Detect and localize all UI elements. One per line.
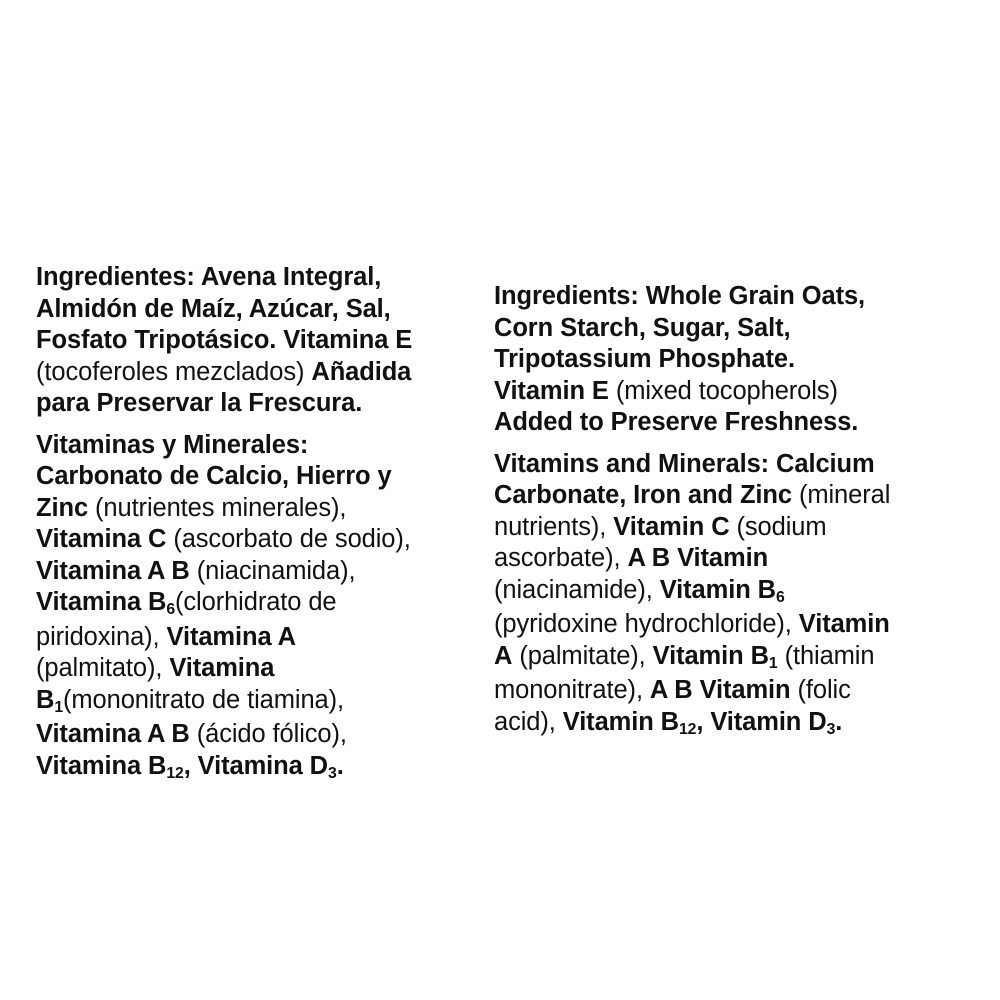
bold-text: Corn Starch, Sugar, Salt, xyxy=(494,313,791,342)
subscript-text: 1 xyxy=(768,654,778,672)
regular-text: piridoxina), xyxy=(36,622,167,651)
regular-text: (ascorbato de sodio), xyxy=(166,525,411,553)
regular-text: (clorhidrato de xyxy=(175,588,337,616)
bold-text: A xyxy=(494,641,513,670)
text-line xyxy=(494,707,974,742)
bold-text: Vitamina C xyxy=(36,525,167,553)
regular-text: (mixed tocopherols) xyxy=(608,376,838,405)
text-line xyxy=(36,461,476,493)
regular-text: (sodium xyxy=(729,512,827,541)
text-line xyxy=(36,388,476,420)
bold-text: A B Vitamin xyxy=(627,544,769,572)
text-line xyxy=(494,281,974,313)
bold-text: Tripotassium Phosphate. xyxy=(494,345,795,373)
bold-text: Vitamins and Minerals: Calcium xyxy=(494,449,875,478)
regular-text: (folic xyxy=(790,676,851,704)
text-line xyxy=(36,751,476,786)
text-line xyxy=(36,357,476,389)
bold-text: B xyxy=(36,685,55,714)
regular-text: acid), xyxy=(494,707,563,736)
subscript-text: 3 xyxy=(826,720,836,738)
bold-text: Vitamin B xyxy=(652,641,769,670)
text-line xyxy=(36,524,476,556)
subscript-text: 3 xyxy=(328,764,337,782)
text-line xyxy=(36,430,476,462)
english-ingredients-paragraph xyxy=(494,281,974,439)
bold-text: Añadida xyxy=(311,357,412,386)
bold-text: Vitamina xyxy=(169,654,275,682)
spanish-ingredients-paragraph xyxy=(36,262,476,420)
text-line xyxy=(494,376,974,408)
text-line xyxy=(494,641,974,676)
bold-text: Vitamina B xyxy=(36,751,167,780)
bold-text: Vitamin B xyxy=(562,707,679,736)
text-line xyxy=(36,587,476,622)
bold-text: Vitamin xyxy=(798,610,890,638)
subscript-text: 12 xyxy=(679,720,697,738)
regular-text: (thiamin xyxy=(777,641,875,670)
english-ingredients-column xyxy=(494,281,974,741)
text-line xyxy=(36,294,476,326)
regular-text: ascorbate), xyxy=(494,544,628,572)
text-line xyxy=(494,543,974,575)
subscript-text: 6 xyxy=(775,588,785,606)
regular-text: (nutrientes minerales), xyxy=(88,493,347,522)
bold-text: Added to Preserve Freshness. xyxy=(494,408,859,436)
regular-text: nutrients), xyxy=(494,512,614,541)
english-vitamins-paragraph xyxy=(494,449,974,742)
regular-text: (mononitrato de tiamina), xyxy=(63,685,344,714)
bold-text: Vitamin B xyxy=(659,575,776,604)
text-line xyxy=(494,344,974,376)
bold-text: Ingredientes: Avena Integral, xyxy=(36,263,382,291)
text-line xyxy=(494,675,974,707)
bold-text: Vitamina B xyxy=(36,588,167,616)
regular-text: (tocoferoles mezclados) xyxy=(36,357,312,386)
text-line xyxy=(36,556,476,588)
bold-text: Vitamina A xyxy=(166,622,296,651)
regular-text: mononitrate), xyxy=(494,676,650,704)
bold-text: Vitaminas y Minerales: xyxy=(36,430,309,459)
text-line xyxy=(36,262,476,294)
bold-text: Carbonato de Calcio, Hierro y xyxy=(36,462,392,490)
text-line xyxy=(36,325,476,357)
bold-text: Vitamin E xyxy=(494,376,609,405)
text-line xyxy=(494,512,974,544)
regular-text: (pyridoxine hydrochloride), xyxy=(494,610,799,638)
regular-text: (niacinamida), xyxy=(189,556,356,585)
text-line xyxy=(36,493,476,525)
regular-text: (palmitate), xyxy=(512,641,653,670)
bold-text: , Vitamina D xyxy=(183,751,328,780)
text-line xyxy=(494,407,974,439)
text-line xyxy=(494,313,974,345)
bold-text: Fosfato Tripotásico. Vitamina E xyxy=(36,326,413,354)
text-line xyxy=(36,685,476,720)
text-line xyxy=(494,609,974,641)
paragraph-gap xyxy=(494,439,974,449)
text-line xyxy=(36,622,476,654)
bold-text: Vitamina A B xyxy=(36,556,190,585)
text-line xyxy=(36,653,476,685)
bold-text: Vitamina A B xyxy=(36,720,190,748)
bold-text: Ingredients: Whole Grain Oats, xyxy=(494,282,866,310)
bold-text: para Preservar la Frescura. xyxy=(36,389,363,417)
text-line xyxy=(494,575,974,610)
paragraph-gap xyxy=(36,420,476,430)
bold-text: Almidón de Maíz, Azúcar, Sal, xyxy=(36,294,391,323)
text-line xyxy=(494,449,974,481)
subscript-text: 6 xyxy=(166,601,176,618)
spanish-vitamins-paragraph xyxy=(36,430,476,786)
bold-text: A B Vitamin xyxy=(649,676,791,704)
regular-text: (palmitato), xyxy=(36,654,170,682)
bold-text: . xyxy=(336,751,344,780)
spanish-ingredients-column xyxy=(36,262,476,785)
regular-text: (niacinamide), xyxy=(494,575,660,604)
subscript-text: 1 xyxy=(54,698,64,716)
text-line xyxy=(494,480,974,512)
bold-text: Zinc xyxy=(36,493,89,522)
text-line xyxy=(36,719,476,751)
bold-text: Vitamin C xyxy=(613,512,730,541)
bold-text: . xyxy=(835,707,843,736)
regular-text: (mineral xyxy=(791,481,891,509)
bold-text: , Vitamin D xyxy=(696,707,827,736)
bold-text: Carbonate, Iron and Zinc xyxy=(494,481,792,509)
subscript-text: 12 xyxy=(166,764,184,782)
regular-text: (ácido fólico), xyxy=(189,720,347,748)
